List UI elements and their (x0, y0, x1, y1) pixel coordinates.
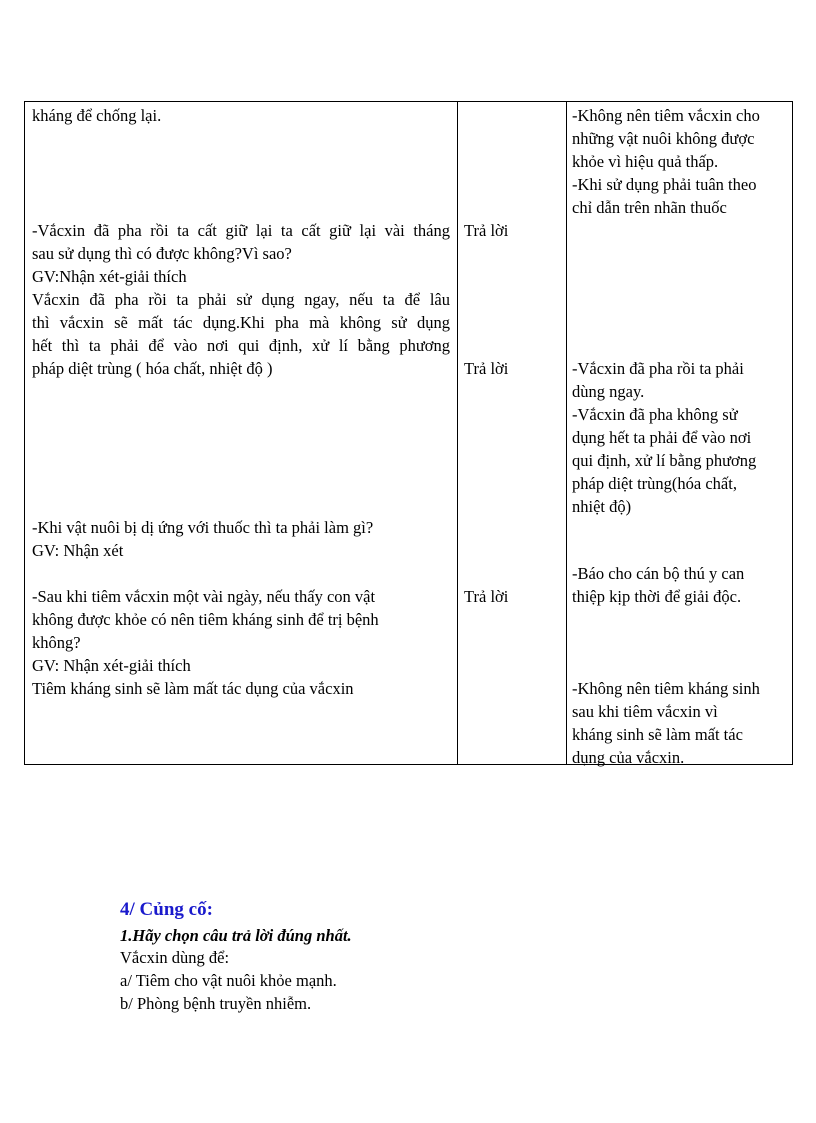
teacher-explanation: thì vắcxin sẽ mất tác dụng.Khi pha mà không sử dụng (32, 313, 450, 332)
content-text: pháp diệt trùng(hóa chất, (572, 474, 737, 493)
teacher-text: kháng để chống lại. (32, 106, 162, 125)
teacher-explanation: Vắcxin đã pha rồi ta phải sử dụng ngay, nếu ta để lâu (32, 290, 450, 309)
content-text: sau khi tiêm vắcxin vì (572, 702, 718, 721)
teacher-explanation: hết thì ta phải để vào nơi qui định, xử lí bằng phương (32, 336, 450, 355)
question-prompt: 1.Hãy chọn câu trả lời đúng nhất. (120, 926, 352, 945)
content-text: nhiệt độ) (572, 497, 632, 516)
column-divider (457, 102, 458, 764)
student-answer: Trả lời (464, 359, 509, 378)
teacher-explanation: pháp diệt trùng ( hóa chất, nhiệt độ ) (32, 359, 273, 378)
content-text: -Báo cho cán bộ thú y can (572, 564, 745, 583)
content-text: kháng sinh sẽ làm mất tác (572, 725, 743, 744)
answer-option: a/ Tiêm cho vật nuôi khỏe mạnh. (120, 971, 337, 990)
content-text: -Không nên tiêm kháng sinh (572, 679, 760, 698)
teacher-question: sau sử dụng thì có được không?Vì sao? (32, 244, 292, 263)
content-text: qui định, xử lí bằng phương (572, 451, 757, 470)
teacher-note: GV: Nhận xét (32, 541, 124, 560)
lesson-table (24, 101, 793, 765)
teacher-question: không được khỏe có nên tiêm kháng sinh để trị bệnh (32, 610, 379, 629)
teacher-note: GV:Nhận xét-giải thích (32, 267, 187, 286)
content-text: -Vắcxin đã pha rồi ta phải (572, 359, 744, 378)
answer-option: b/ Phòng bệnh truyền nhiễm. (120, 994, 312, 1013)
section-heading: 4/ Củng cố: (120, 899, 213, 920)
teacher-note: GV: Nhận xét-giải thích (32, 656, 191, 675)
teacher-question: -Vắcxin đã pha rồi ta cất giữ lại ta cất giữ lại vài tháng (32, 221, 450, 240)
content-text: -Không nên tiêm vắcxin cho (572, 106, 760, 125)
content-text: -Vắcxin đã pha không sử (572, 405, 738, 424)
content-text: dụng của vắcxin. (572, 748, 685, 767)
content-text: dùng ngay. (572, 382, 645, 401)
content-text: chỉ dẫn trên nhãn thuốc (572, 198, 727, 217)
student-answer: Trả lời (464, 587, 509, 606)
teacher-explanation: Tiêm kháng sinh sẽ làm mất tác dụng của vắcxin (32, 679, 354, 698)
column-divider (566, 102, 567, 764)
teacher-question: -Khi vật nuôi bị dị ứng với thuốc thì ta phải làm gì? (32, 518, 374, 537)
question-stem: Vắcxin dùng để: (120, 948, 230, 967)
teacher-question: -Sau khi tiêm vắcxin một vài ngày, nếu thấy con vật (32, 587, 376, 606)
content-text: -Khi sử dụng phải tuân theo (572, 175, 757, 194)
teacher-question: không? (32, 633, 81, 652)
content-text: khỏe vì hiệu quả thấp. (572, 152, 719, 171)
student-answer: Trả lời (464, 221, 509, 240)
content-text: thiệp kịp thời để giải độc. (572, 587, 742, 606)
content-text: dụng hết ta phải để vào nơi (572, 428, 752, 447)
content-text: những vật nuôi không được (572, 129, 755, 148)
